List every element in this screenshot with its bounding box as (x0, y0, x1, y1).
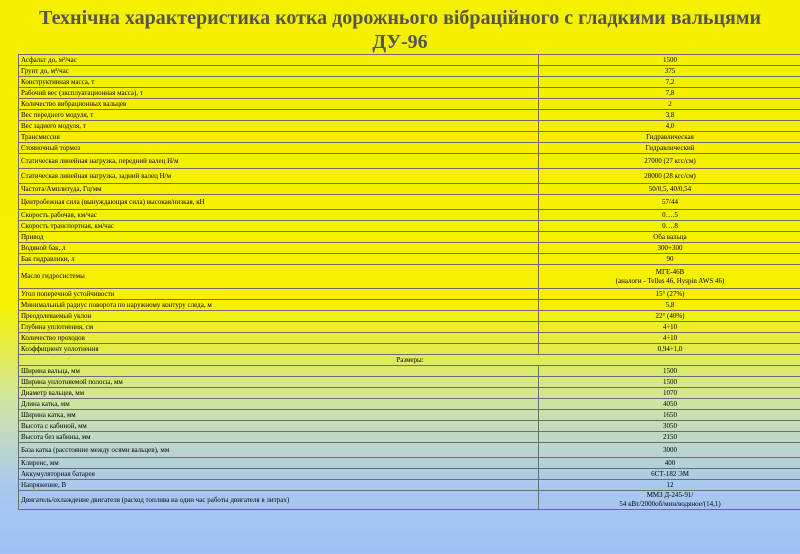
spec-label: Асфальт до, м²/час (19, 55, 539, 66)
spec-label: Количество проходов (19, 333, 539, 344)
table-row (19, 300, 800, 311)
table-row (19, 432, 800, 443)
spec-label: Высота с кабиной, мм (19, 421, 539, 432)
spec-value: 90 (539, 254, 800, 265)
spec-value: Гидравлический (539, 143, 800, 154)
table-row (19, 333, 800, 344)
spec-label: Частота/Амплитуда, Гц/мм (19, 184, 539, 195)
table-row (19, 265, 800, 289)
spec-value: Оба вальца (539, 232, 800, 243)
table-row (19, 195, 800, 210)
table-row (19, 154, 800, 169)
spec-label: Преодолеваемый уклон (19, 311, 539, 322)
spec-value: 4,0 (539, 121, 800, 132)
section-row (19, 355, 800, 366)
spec-value: 2150 (539, 432, 800, 443)
spec-value: 2 (539, 99, 800, 110)
table-row (19, 121, 800, 132)
spec-value: 22° (40%) (539, 311, 800, 322)
specs-table (18, 54, 800, 510)
spec-value: 1500 (539, 366, 800, 377)
table-row (19, 99, 800, 110)
spec-label: Угол поперечной устойчивости (19, 289, 539, 300)
spec-value: 1650 (539, 410, 800, 421)
spec-label: Трансмиссия (19, 132, 539, 143)
table-row (19, 480, 800, 491)
spec-value: 12 (539, 480, 800, 491)
spec-value-line-2: (аналоги - Tellus 46, Hyspin AWS 46) (615, 276, 725, 285)
table-row (19, 55, 800, 66)
section-label: Размеры: (19, 355, 800, 366)
spec-label: Скорость рабочая, км/час (19, 210, 539, 221)
table-row (19, 289, 800, 300)
spec-label: Бак гидравлики, л (19, 254, 539, 265)
spec-label: Двигатель/охлаждение двигателя (расход топлива на один час работы двигателя в литрах) (19, 491, 539, 510)
spec-value: 50/0,5, 40/0,54 (539, 184, 800, 195)
table-row (19, 66, 800, 77)
spec-value: 0….5 (539, 210, 800, 221)
table-row (19, 322, 800, 333)
spec-value: 7,8 (539, 88, 800, 99)
spec-value: 3,8 (539, 110, 800, 121)
table-row (19, 458, 800, 469)
spec-value: 4÷10 (539, 322, 800, 333)
spec-label: Количество вибрационных вальцев (19, 99, 539, 110)
spec-value: 4050 (539, 399, 800, 410)
table-row (19, 254, 800, 265)
spec-label: Ширина уплотняемой полосы, мм (19, 377, 539, 388)
spec-value-line-2: 54 кВт/2000об/мин/водяное/(14,1) (619, 500, 721, 508)
spec-label: Стояночный тормоз (19, 143, 539, 154)
table-row (19, 388, 800, 399)
spec-value: Гидравлическая (539, 132, 800, 143)
spec-label: Ширина катка, мм (19, 410, 539, 421)
spec-label: Рабочий вес (эксплуатационная масса), т (19, 88, 539, 99)
table-row (19, 243, 800, 254)
spec-label: Аккумуляторная батарея (19, 469, 539, 480)
spec-label: Статическая линейная нагрузка, задний валец Н/м (19, 169, 539, 184)
spec-label: Масло гидросистемы (19, 265, 539, 289)
spec-value: 6СТ-182 ЭМ (539, 469, 800, 480)
spec-label: Коэффициент уплотнения (19, 344, 539, 355)
table-row (19, 491, 800, 510)
spec-value: 1500 (539, 377, 800, 388)
spec-label: Минимальный радиус поворота по наружному контуру следа, м (19, 300, 539, 311)
spec-value: 3050 (539, 421, 800, 432)
spec-value: 27000 (27 кгс/см) (539, 154, 800, 169)
spec-label: Глубина уплотнения, см (19, 322, 539, 333)
spec-value (539, 265, 800, 289)
spec-label: Длина катка, мм (19, 399, 539, 410)
spec-value: 4÷10 (539, 333, 800, 344)
table-row (19, 210, 800, 221)
spec-label: Грунт до, м³/час (19, 66, 539, 77)
spec-value: 57/44 (539, 195, 800, 210)
page-title (0, 6, 800, 54)
table-row (19, 311, 800, 322)
spec-label: Статическая линейная нагрузка, передний валец Н/м (19, 154, 539, 169)
spec-value: 5,8 (539, 300, 800, 311)
spec-label: Вес заднего модуля, т (19, 121, 539, 132)
spec-label: Центробежная сила (вынуждающая сила) высокая/низкая, кН (19, 195, 539, 210)
table-row (19, 184, 800, 195)
spec-value: 375 (539, 66, 800, 77)
table-row (19, 77, 800, 88)
spec-label: Ширина вальца, мм (19, 366, 539, 377)
table-row (19, 232, 800, 243)
spec-value: 28000 (28 кгс/см) (539, 169, 800, 184)
spec-label: Клиренс, мм (19, 458, 539, 469)
spec-label: Вес переднего модуля, т (19, 110, 539, 121)
spec-value: 400 (539, 458, 800, 469)
table-row (19, 410, 800, 421)
table-row (19, 344, 800, 355)
title-line-2: ДУ-96 (372, 31, 428, 53)
spec-label: Скорость транспортная, км/час (19, 221, 539, 232)
spec-value (539, 491, 800, 510)
spec-value: 0,94÷1,0 (539, 344, 800, 355)
spec-value: 1500 (539, 55, 800, 66)
spec-value: 3000 (539, 443, 800, 458)
table-row (19, 366, 800, 377)
table-row (19, 110, 800, 121)
table-row (19, 399, 800, 410)
spec-value-line-1: МГЕ-46В (655, 267, 685, 276)
spec-value: 1070 (539, 388, 800, 399)
spec-value: 15° (27%) (539, 289, 800, 300)
spec-value: 0….8 (539, 221, 800, 232)
spec-label: Привод (19, 232, 539, 243)
table-row (19, 469, 800, 480)
table-row (19, 132, 800, 143)
spec-value-line-1: ММЗ Д-245-91/ (646, 491, 694, 499)
spec-label: Напряжение, В (19, 480, 539, 491)
spec-label: Диаметр вальцев, мм (19, 388, 539, 399)
table-row (19, 169, 800, 184)
spec-label: Конструктивная масса, т (19, 77, 539, 88)
table-row (19, 377, 800, 388)
table-row (19, 88, 800, 99)
spec-label: База катка (расстояние между осями вальцев), мм (19, 443, 539, 458)
table-row (19, 221, 800, 232)
table-row (19, 421, 800, 432)
spec-value: 300+300 (539, 243, 800, 254)
spec-label: Водяной бак, л (19, 243, 539, 254)
spec-value: 7,2 (539, 77, 800, 88)
table-row (19, 443, 800, 458)
title-line-1: Технічна характеристика котка дорожнього вібраційного с гладкими вальцями (38, 7, 761, 29)
spec-label: Высота без кабины, мм (19, 432, 539, 443)
table-row (19, 143, 800, 154)
